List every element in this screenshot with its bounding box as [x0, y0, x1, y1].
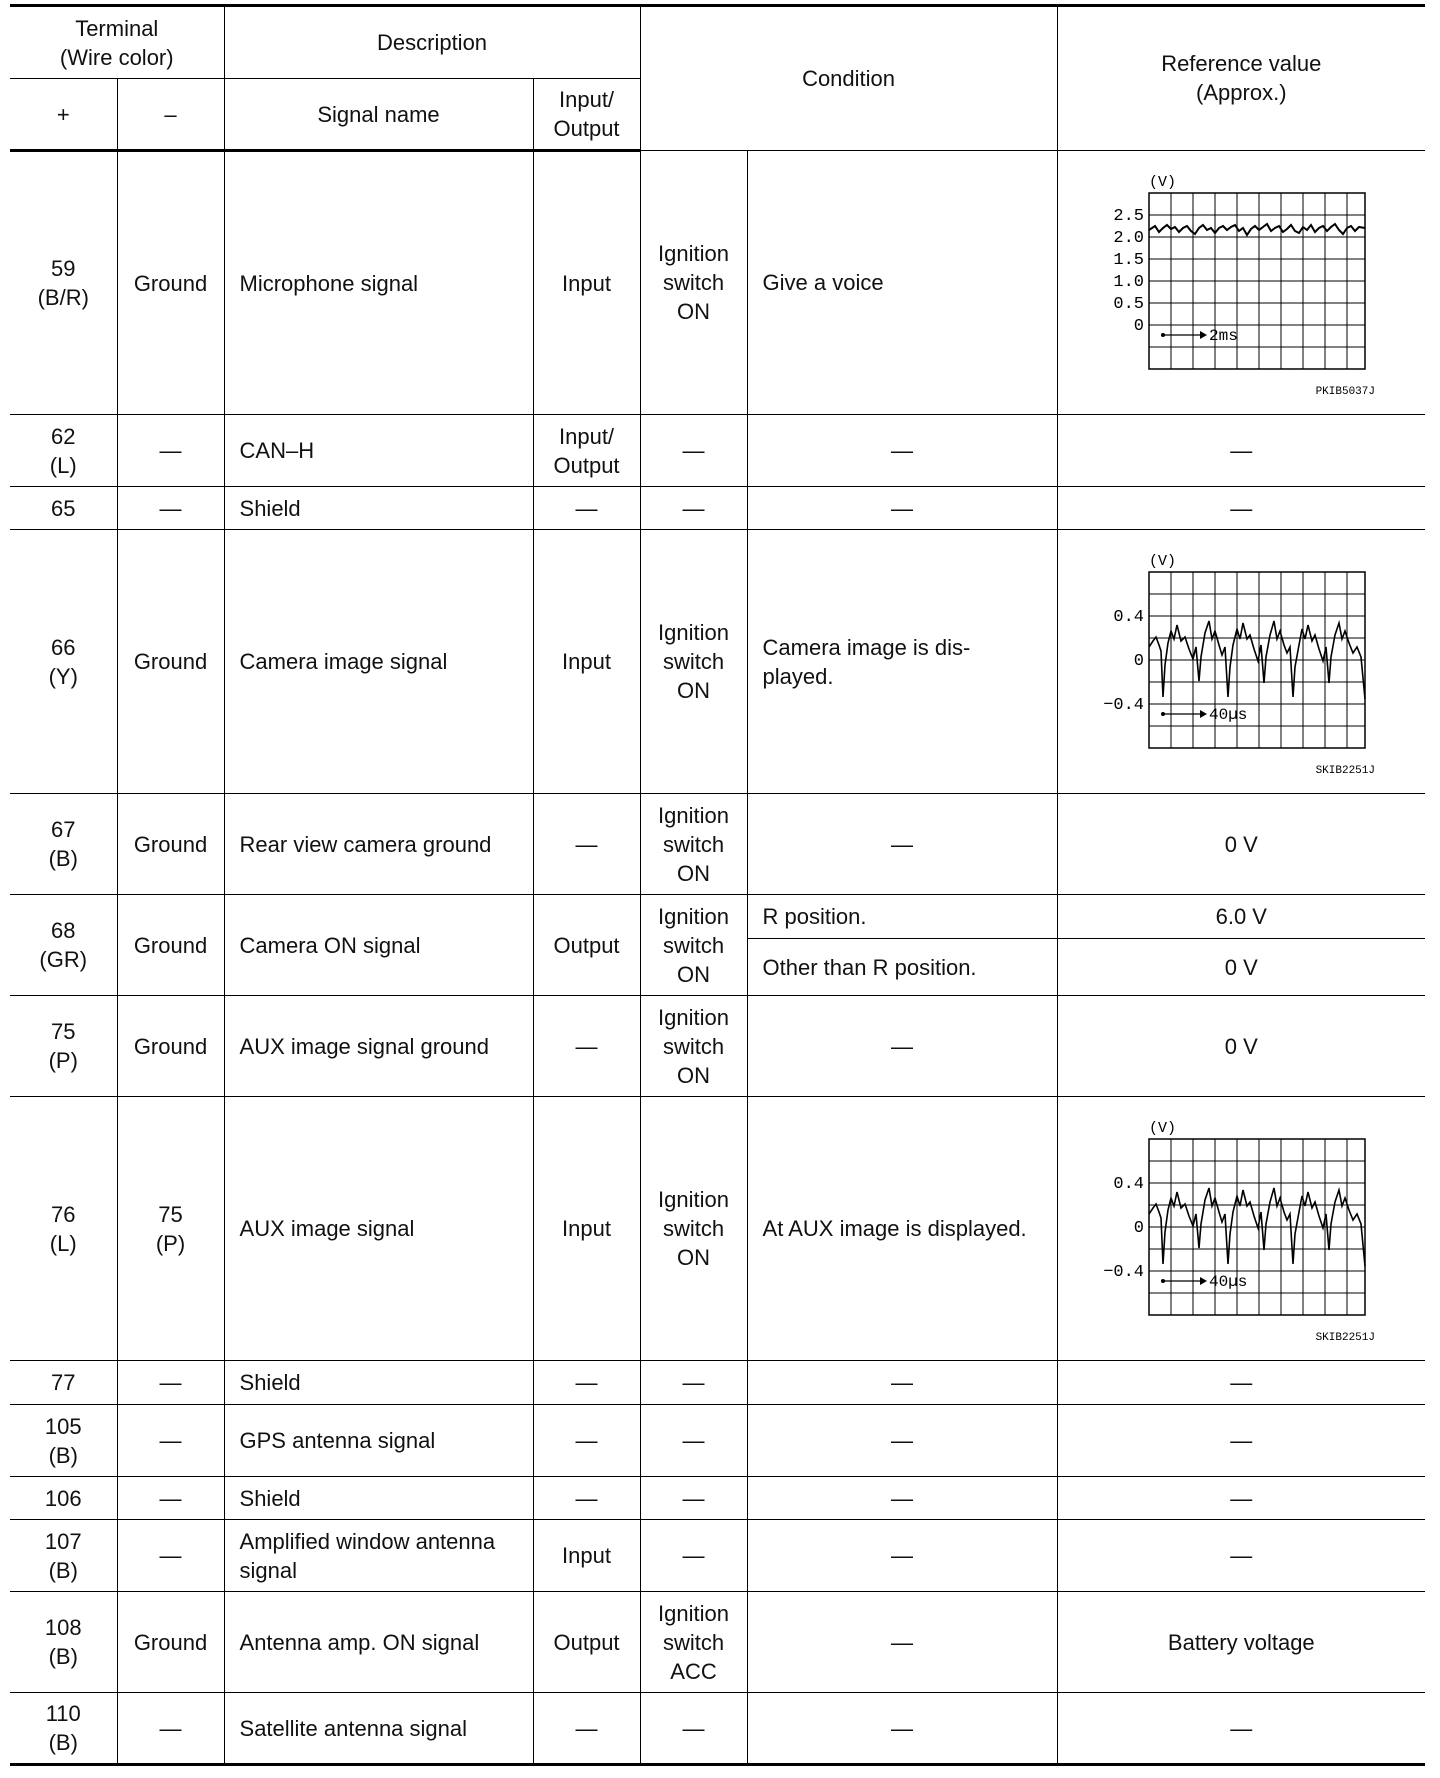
terminal-cell: [10, 794, 117, 895]
io-line: Output: [553, 452, 620, 478]
table-row: [10, 415, 1425, 487]
condition-detail-line: played.: [762, 663, 834, 689]
time-scale-label: 40µs: [1209, 1272, 1248, 1291]
terminal-wire-color: (GR): [39, 947, 88, 972]
terminal-number: 110: [45, 1701, 81, 1726]
header-io-line1: Input/: [559, 87, 615, 112]
terminal-cell: [10, 1592, 117, 1693]
terminal-number: 108: [44, 1615, 82, 1640]
minus-cell: Ground: [117, 1592, 224, 1693]
table-row: [10, 895, 1425, 939]
condition-line: ON: [677, 961, 711, 987]
condition-detail-cell: —: [747, 1361, 1057, 1405]
reference-cell: 0 V: [1057, 996, 1425, 1097]
table-row: [10, 487, 1425, 530]
terminal-cell: [10, 1520, 117, 1592]
y-tick-label: 0: [1134, 1218, 1145, 1238]
waveform-unit-label: (V): [1149, 173, 1177, 191]
terminal-wire-color: (L): [49, 452, 77, 478]
reference-cell: 6.0 V: [1057, 895, 1425, 939]
terminal-cell: [10, 415, 117, 487]
header-minus: –: [117, 79, 224, 151]
io-line: Input/: [559, 423, 615, 449]
figure-code: PKIB5037J: [1315, 385, 1376, 398]
condition-detail-cell: —: [747, 1693, 1057, 1765]
terminal-number: 75: [51, 1019, 76, 1044]
io-cell: Output: [533, 895, 640, 996]
condition-line: switch: [662, 270, 725, 295]
minus-cell: Ground: [117, 794, 224, 895]
signal-name-cell: Shield: [224, 1477, 533, 1520]
condition-state-cell: [640, 996, 747, 1097]
minus-cell: —: [117, 415, 224, 487]
terminal-wire-color: (B): [48, 1730, 78, 1755]
io-cell: Input: [533, 1097, 640, 1361]
condition-line: ACC: [670, 1658, 717, 1684]
signal-name-cell: AUX image signal: [224, 1097, 533, 1361]
terminal-cell: [10, 1405, 117, 1477]
condition-state-cell: —: [640, 415, 747, 487]
y-tick-label: −0.4: [1103, 695, 1145, 715]
io-cell: [533, 415, 640, 487]
reference-cell: —: [1057, 1477, 1425, 1520]
signal-name-cell: Shield: [224, 487, 533, 530]
y-tick-label: 0.4: [1113, 1174, 1145, 1194]
time-scale-arrow: [1161, 331, 1207, 339]
y-tick-label: 2.5: [1113, 206, 1145, 226]
minus-cell: —: [117, 1520, 224, 1592]
condition-detail-cell: —: [747, 415, 1057, 487]
io-cell: Input: [533, 1520, 640, 1592]
io-cell: —: [533, 794, 640, 895]
header-input-output: [533, 79, 640, 151]
waveform-unit-label: (V): [1149, 1119, 1177, 1137]
condition-line: switch: [662, 649, 725, 674]
time-scale-arrow: [1161, 710, 1207, 718]
y-tick-label: 1.5: [1113, 250, 1145, 270]
y-tick-label: 0.5: [1113, 294, 1145, 314]
terminal-number: 62: [51, 423, 76, 449]
condition-state-cell: [640, 151, 747, 415]
header-description: Description: [224, 6, 640, 79]
terminal-number: 105: [44, 1413, 82, 1439]
io-cell: —: [533, 487, 640, 530]
header-terminal: [10, 6, 224, 79]
header-signal-name: Signal name: [224, 79, 533, 151]
terminal-number: 76: [51, 1201, 76, 1227]
time-scale-label: 40µs: [1209, 705, 1248, 724]
signal-name-cell: AUX image signal ground: [224, 996, 533, 1097]
condition-state-cell: —: [640, 1361, 747, 1405]
minus-cell: Ground: [117, 895, 224, 996]
condition-detail-cell: R position.: [747, 895, 1057, 939]
condition-line: Ignition: [658, 1600, 729, 1626]
terminal-table-wrapper: [10, 4, 1425, 1766]
table-row: [10, 151, 1425, 415]
header-reference: [1057, 6, 1425, 151]
table-row: [10, 996, 1425, 1097]
terminal-number: 107: [44, 1528, 82, 1554]
reference-cell: Battery voltage: [1057, 1592, 1425, 1693]
time-scale-arrow: [1161, 1277, 1207, 1285]
minus-terminal-number: 75: [158, 1201, 183, 1227]
condition-detail-line: Camera image is dis-: [762, 634, 971, 660]
minus-cell: Ground: [117, 996, 224, 1097]
microphone-signal-trace: [1149, 224, 1365, 235]
condition-state-cell: —: [640, 1520, 747, 1592]
condition-state-cell: [640, 1592, 747, 1693]
condition-detail-cell: —: [747, 1520, 1057, 1592]
terminal-wire-color: (B): [48, 846, 78, 871]
io-cell: —: [533, 1361, 640, 1405]
condition-detail-cell: Other than R position.: [747, 939, 1057, 996]
reference-cell: [1057, 530, 1425, 794]
signal-name-cell: Antenna amp. ON signal: [224, 1592, 533, 1693]
header-reference-title: Reference value: [1161, 51, 1322, 76]
condition-line: switch: [662, 831, 725, 857]
signal-name-cell: CAN–H: [224, 415, 533, 487]
reference-cell: —: [1057, 1405, 1425, 1477]
time-scale-label: 2ms: [1209, 326, 1239, 345]
condition-state-cell: —: [640, 1405, 747, 1477]
condition-line: ON: [677, 678, 711, 703]
condition-detail-cell: [747, 530, 1057, 794]
terminal-number-cell: 77: [10, 1361, 117, 1405]
reference-cell: [1057, 151, 1425, 415]
y-tick-label: 0.4: [1113, 607, 1145, 627]
header-condition: Condition: [640, 6, 1057, 151]
condition-detail-cell: —: [747, 996, 1057, 1097]
signal-name-cell: Microphone signal: [224, 151, 533, 415]
reference-cell: —: [1057, 1361, 1425, 1405]
table-row: [10, 530, 1425, 794]
minus-cell: Ground: [117, 151, 224, 415]
condition-state-cell: [640, 895, 747, 996]
condition-detail-cell: At AUX image is displayed.: [747, 1097, 1057, 1361]
terminal-wire-color: (P): [48, 1048, 78, 1073]
terminal-wire-color: (L): [49, 1230, 77, 1256]
waveform-unit-label: (V): [1149, 552, 1177, 570]
io-cell: Input: [533, 530, 640, 794]
minus-cell: —: [117, 1361, 224, 1405]
terminal-wire-color: (Y): [48, 663, 78, 689]
io-cell: —: [533, 1477, 640, 1520]
condition-line: Ignition: [658, 241, 729, 266]
condition-detail-cell: —: [747, 1477, 1057, 1520]
condition-line: Ignition: [658, 802, 729, 828]
minus-cell: —: [117, 1405, 224, 1477]
minus-cell: —: [117, 487, 224, 530]
signal-name-cell: [224, 1520, 533, 1592]
signal-name-line: signal: [239, 1557, 297, 1583]
minus-cell: —: [117, 1477, 224, 1520]
io-cell: Output: [533, 1592, 640, 1693]
condition-line: Ignition: [658, 620, 729, 645]
terminal-number: 59: [51, 256, 76, 281]
signal-name-cell: Camera image signal: [224, 530, 533, 794]
table-row: [10, 1097, 1425, 1361]
condition-detail-cell: Give a voice: [747, 151, 1057, 415]
terminal-number-cell: 106: [10, 1477, 117, 1520]
table-row: [10, 1477, 1425, 1520]
camera-waveform-chart: [1101, 547, 1381, 777]
signal-name-cell: Camera ON signal: [224, 895, 533, 996]
terminal-number: 68: [51, 918, 76, 943]
terminal-wire-color: (B/R): [37, 285, 89, 310]
signal-name-line: Amplified window antenna: [239, 1528, 496, 1554]
header-wire-color: (Wire color): [59, 44, 174, 70]
condition-line: switch: [662, 1033, 725, 1059]
condition-line: Ignition: [658, 1004, 729, 1030]
condition-detail-cell: —: [747, 487, 1057, 530]
signal-name-cell: Satellite antenna signal: [224, 1693, 533, 1765]
header-plus: +: [10, 79, 117, 151]
terminal-cell: [10, 530, 117, 794]
condition-line: ON: [677, 1062, 711, 1088]
condition-line: ON: [677, 1245, 711, 1270]
condition-state-cell: [640, 794, 747, 895]
minus-terminal-wire-color: (P): [155, 1230, 186, 1256]
terminal-cell: [10, 895, 117, 996]
condition-state-cell: [640, 1097, 747, 1361]
condition-line: switch: [662, 1216, 725, 1241]
condition-detail-cell: —: [747, 794, 1057, 895]
terminal-wire-color: (B): [48, 1442, 78, 1468]
condition-state-cell: [640, 530, 747, 794]
reference-cell: 0 V: [1057, 794, 1425, 895]
header-reference-approx: (Approx.): [1196, 80, 1287, 105]
reference-cell: —: [1057, 415, 1425, 487]
table-row: [10, 1693, 1425, 1765]
terminal-cell: [10, 1693, 117, 1765]
header-row-1: [10, 6, 1425, 79]
condition-detail-cell: —: [747, 1592, 1057, 1693]
io-cell: Input: [533, 151, 640, 415]
condition-detail-cell: —: [747, 1405, 1057, 1477]
minus-cell: Ground: [117, 530, 224, 794]
condition-line: Ignition: [658, 1187, 729, 1212]
condition-state-cell: —: [640, 1693, 747, 1765]
y-tick-label: 0: [1134, 651, 1145, 671]
waveform-grid: [1149, 193, 1365, 369]
condition-line: ON: [677, 860, 711, 886]
io-cell: —: [533, 1693, 640, 1765]
table-row: [10, 1405, 1425, 1477]
condition-line: ON: [677, 299, 711, 324]
signal-name-cell: Shield: [224, 1361, 533, 1405]
terminal-cell: [10, 1097, 117, 1361]
reference-cell: —: [1057, 1693, 1425, 1765]
condition-state-cell: —: [640, 487, 747, 530]
table-row: [10, 794, 1425, 895]
reference-cell: 0 V: [1057, 939, 1425, 996]
io-cell: —: [533, 1405, 640, 1477]
condition-line: switch: [662, 932, 725, 958]
y-tick-label: −0.4: [1103, 1262, 1145, 1282]
figure-code: SKIB2251J: [1315, 1331, 1376, 1344]
signal-name-cell: GPS antenna signal: [224, 1405, 533, 1477]
minus-cell: —: [117, 1693, 224, 1765]
reference-cell: —: [1057, 487, 1425, 530]
y-tick-label: 0: [1134, 316, 1145, 336]
terminal-cell: [10, 996, 117, 1097]
reference-cell: —: [1057, 1520, 1425, 1592]
terminal-wire-color: (B): [48, 1644, 78, 1669]
io-cell: —: [533, 996, 640, 1097]
condition-state-cell: —: [640, 1477, 747, 1520]
table-row: [10, 1520, 1425, 1592]
terminal-wire-color: (B): [48, 1557, 78, 1583]
minus-cell: [117, 1097, 224, 1361]
header-terminal-title: Terminal: [75, 15, 159, 41]
terminal-number: 67: [51, 817, 76, 842]
table-row: [10, 1592, 1425, 1693]
header-io-line2: Output: [553, 116, 620, 141]
y-tick-label: 2.0: [1113, 228, 1145, 248]
figure-code: SKIB2251J: [1315, 764, 1376, 777]
terminal-cell: [10, 151, 117, 415]
terminal-number-cell: 65: [10, 487, 117, 530]
condition-line: switch: [662, 1629, 725, 1655]
terminal-reference-table: [10, 4, 1425, 1766]
signal-name-cell: Rear view camera ground: [224, 794, 533, 895]
reference-cell: [1057, 1097, 1425, 1361]
terminal-number: 66: [51, 634, 76, 660]
y-tick-label: 1.0: [1113, 272, 1145, 292]
aux-waveform-chart: [1101, 1114, 1381, 1344]
table-row: [10, 1361, 1425, 1405]
condition-line: Ignition: [658, 903, 729, 929]
microphone-waveform-chart: [1101, 168, 1381, 398]
